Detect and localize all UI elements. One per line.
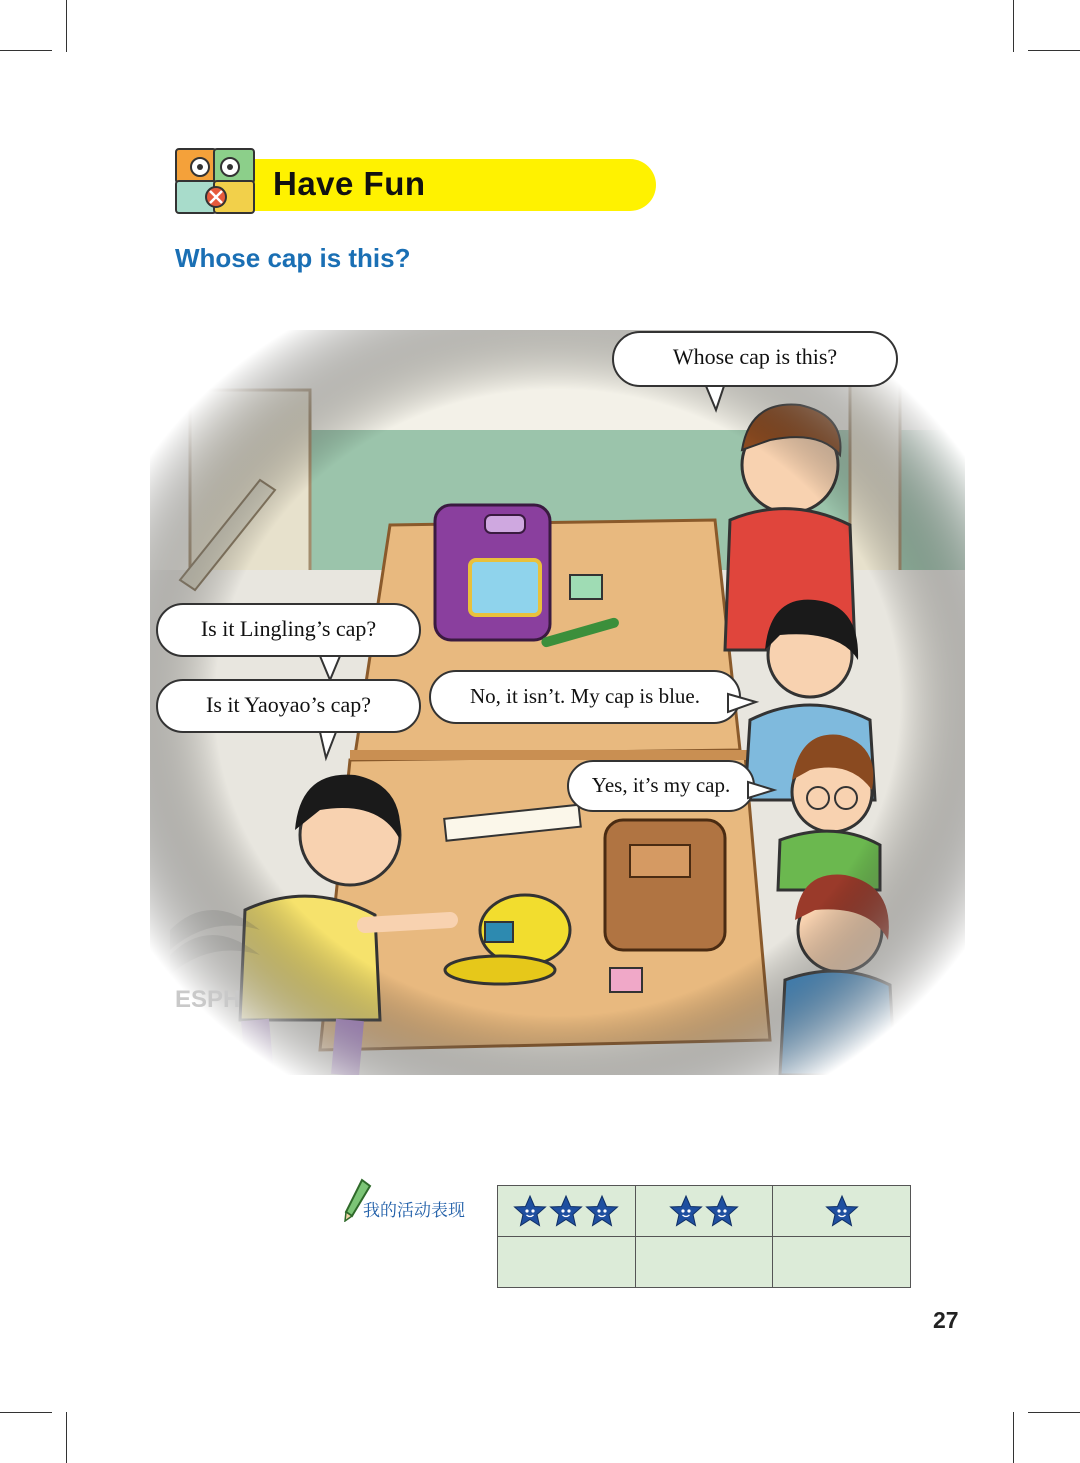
speech-bubble-whose-cap: Whose cap is this? xyxy=(672,344,838,369)
crop-mark xyxy=(0,1412,52,1413)
rating-two-stars[interactable] xyxy=(635,1186,773,1237)
crop-mark xyxy=(66,0,67,52)
crop-mark xyxy=(1028,50,1080,51)
self-evaluation-table xyxy=(497,1185,911,1288)
rating-check-one[interactable] xyxy=(773,1237,911,1288)
star-icon xyxy=(585,1194,619,1228)
star-icon xyxy=(513,1194,547,1228)
crop-mark xyxy=(0,50,52,51)
page-number: 27 xyxy=(933,1307,959,1333)
section-title: Have Fun xyxy=(273,165,426,202)
puzzle-icon xyxy=(170,145,258,217)
crop-mark xyxy=(66,1412,67,1463)
crop-mark xyxy=(1013,0,1014,52)
crop-mark xyxy=(1013,1412,1014,1463)
star-icon xyxy=(669,1194,703,1228)
rating-three-stars[interactable] xyxy=(498,1186,636,1237)
rating-row xyxy=(498,1186,911,1237)
star-icon xyxy=(705,1194,739,1228)
star-icon xyxy=(825,1194,859,1228)
crop-mark xyxy=(1028,1412,1080,1413)
rating-check-two[interactable] xyxy=(635,1237,773,1288)
speech-bubble-not-mine: No, it isn’t. My cap is blue. xyxy=(469,684,700,708)
activity-question: Whose cap is this? xyxy=(175,243,411,273)
rating-one-star[interactable] xyxy=(773,1186,911,1237)
speech-bubble-yaoyao: Is it Yaoyao’s cap? xyxy=(206,692,371,717)
section-banner xyxy=(170,145,656,217)
self-evaluation-label: 我的活动表现 xyxy=(363,1201,465,1221)
speech-bubble-lingling: Is it Lingling’s cap? xyxy=(200,616,377,641)
rating-check-three[interactable] xyxy=(498,1237,636,1288)
star-icon xyxy=(549,1194,583,1228)
speech-bubble-my-cap: Yes, it’s my cap. xyxy=(591,773,731,797)
checkbox-row xyxy=(498,1237,911,1288)
publisher-watermark: ESPH xyxy=(175,986,241,1013)
